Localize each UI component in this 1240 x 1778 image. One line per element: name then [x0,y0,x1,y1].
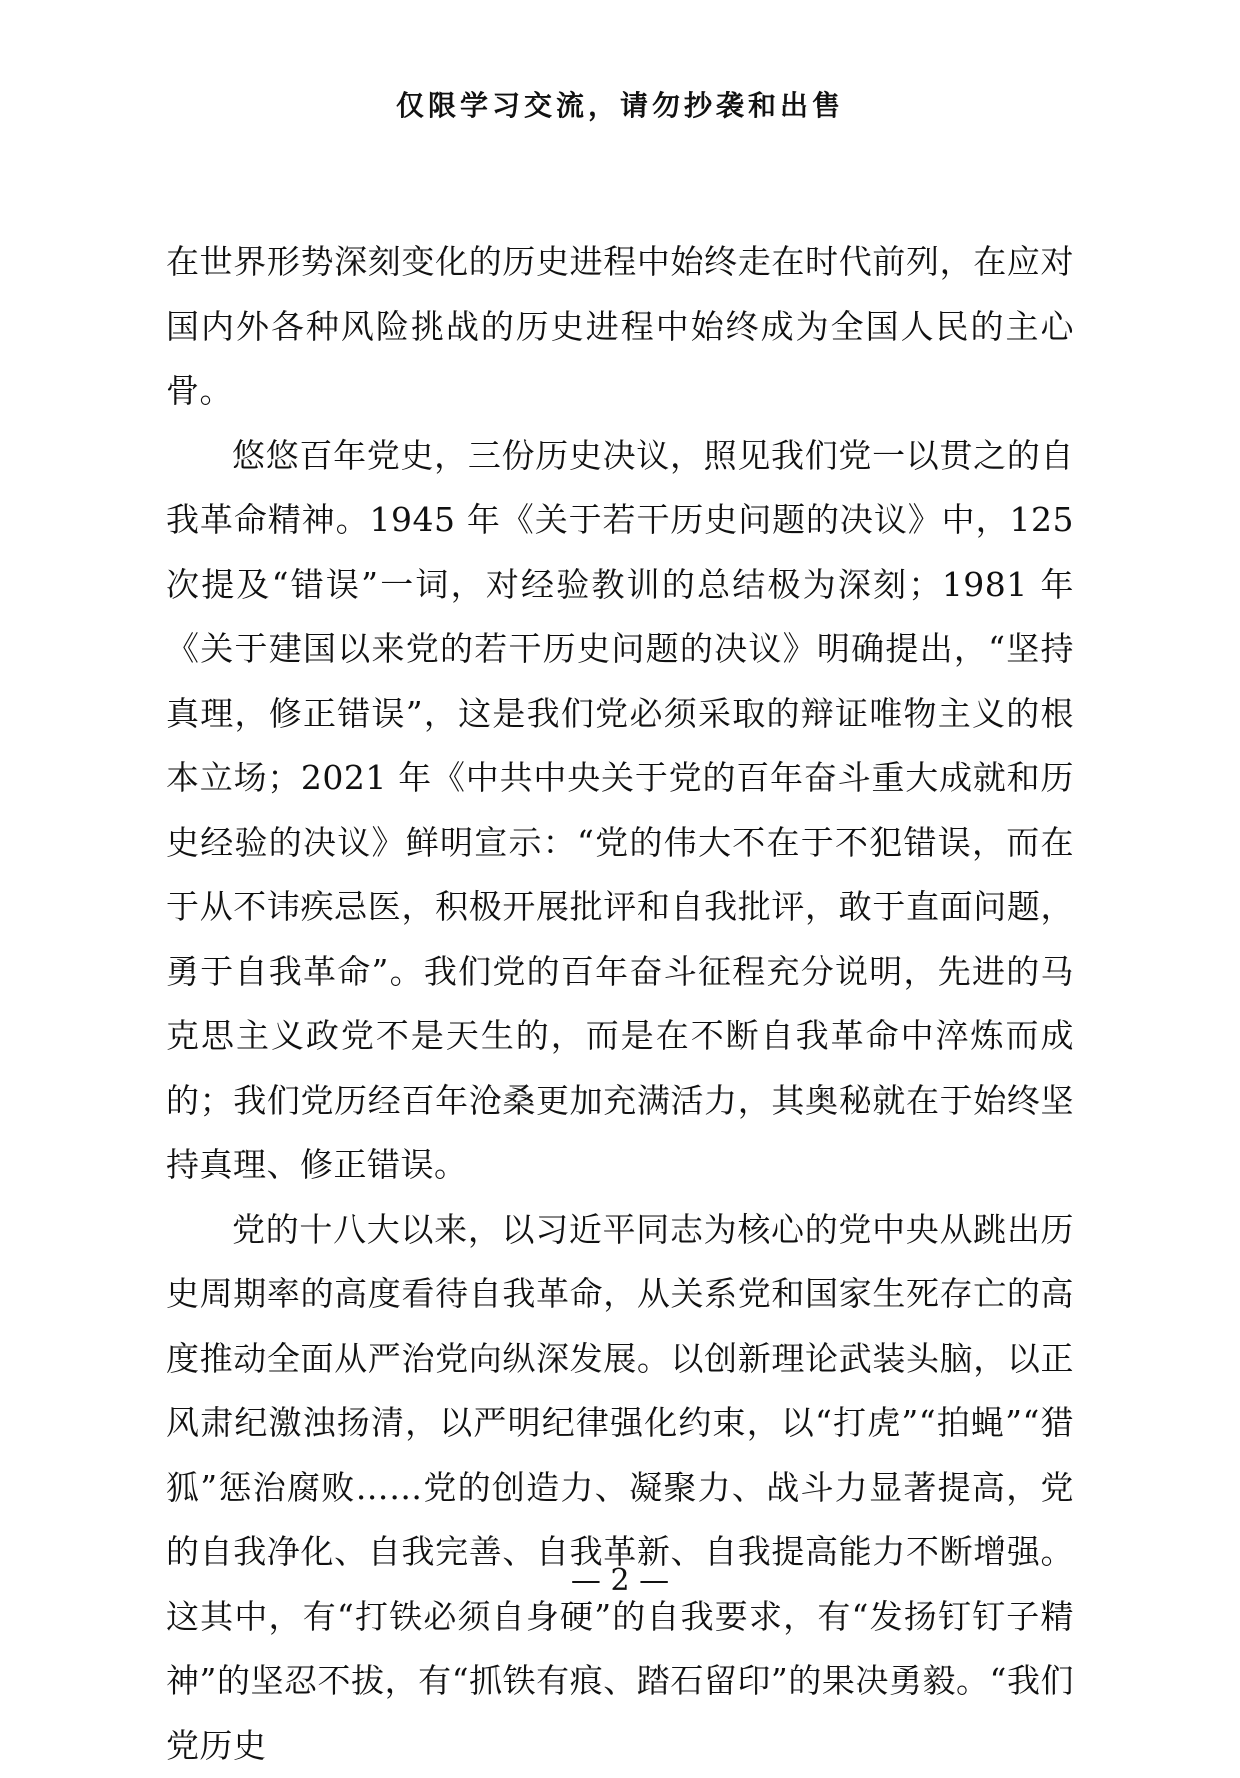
paragraph-historical-resolutions: 悠悠百年党史，三份历史决议，照见我们党一以贯之的自我革命精神。1945 年《关于若干历史问题的决议》中，125 次提及“错误”一词，对经验教训的总结极为深刻；1981 年《关于建国以来党的若干历史问题的决议》明确提出，“坚持真理，修正错误”，这是我们党必须采取的辩证唯物主义的根本立场；2021 年《中共中央关于党的百年奋斗重大成就和历史经验的决议》鲜明宣示：“党的伟大不在于不犯错误，而在于从不讳疾忌医，积极开展批评和自我批评，敢于直面问题，勇于自我革命”。我们党的百年奋斗征程充分说明，先进的马克思主义政党不是天生的，而是在不断自我革命中淬炼而成的；我们党历经百年沧桑更加充满活力，其奥秘就在于始终坚持真理、修正错误。 [166,424,1074,1198]
watermark-notice: 仅限学习交流，请勿抄袭和出售 [0,86,1240,126]
paragraph-self-revolution: 党的十八大以来，以习近平同志为核心的党中央从跳出历史周期率的高度看待自我革命，从关系党和国家生死存亡的高度推动全面从严治党向纵深发展。以创新理论武装头脑，以正风肃纪激浊扬清，以严明纪律强化约束，以“打虎”“拍蝇”“猎狐”惩治腐败……党的创造力、凝聚力、战斗力显著提高，党的自我净化、自我完善、自我革新、自我提高能力不断增强。这其中，有“打铁必须自身硬”的自我要求，有“发扬钉钉子精神”的坚忍不拔，有“抓铁有痕、踏石留印”的果决勇毅。“我们党历史 [166,1198,1074,1778]
page-number: — 2 — [0,1561,1240,1601]
document-body [166,230,1074,1778]
paragraph-continuation: 在世界形势深刻变化的历史进程中始终走在时代前列，在应对国内外各种风险挑战的历史进程中始终成为全国人民的主心骨。 [166,230,1074,424]
